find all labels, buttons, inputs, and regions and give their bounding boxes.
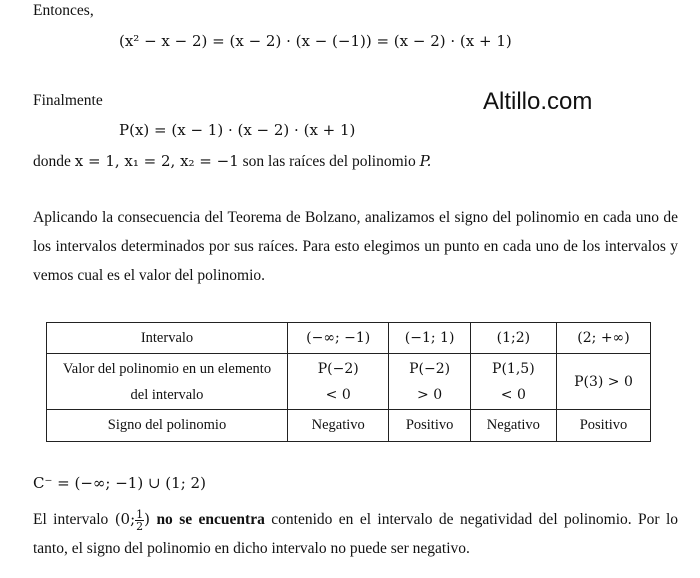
sign-cell: Positivo xyxy=(389,410,470,442)
interval-close: ) xyxy=(144,510,151,528)
table-row xyxy=(47,354,651,410)
equation-factorization: (x² − x − 2) = (x − 2) · (x − (−1)) = (x − 2) · (x + 1) xyxy=(119,32,512,50)
conclusion-paragraph xyxy=(33,505,678,563)
fraction-numerator: 1 xyxy=(136,507,144,521)
value-expr: P(−2) xyxy=(317,360,359,377)
interval-open: (0; xyxy=(114,510,136,528)
intro-text: Entonces, xyxy=(33,2,94,19)
conclusion-rest: contenido en el intervalo de negatividad del polinomio. Por lo tanto, el signo del polinomio en dicho intervalo no puede ser negativo. xyxy=(33,511,679,557)
value-cell xyxy=(389,354,470,410)
sign-cell: Negativo xyxy=(288,410,389,442)
finalmente-text: Finalmente xyxy=(33,92,103,109)
table-header-cell: (1;2) xyxy=(470,323,556,354)
fraction-denominator: 2 xyxy=(136,519,144,533)
conclusion-bold: no se encuentra xyxy=(156,511,265,528)
table-header-cell: (2; +∞) xyxy=(556,323,650,354)
negativity-set: C⁻ = (−∞; −1) ∪ (1; 2) xyxy=(33,474,206,492)
sign-cell: Negativo xyxy=(470,410,556,442)
value-cmp: < 0 xyxy=(500,386,526,403)
equation-polynomial: P(x) = (x − 1) · (x − 2) · (x + 1) xyxy=(119,121,356,139)
value-cell xyxy=(470,354,556,410)
value-cmp: < 0 xyxy=(325,386,351,403)
value-label-cell xyxy=(47,354,288,410)
sign-table xyxy=(46,322,651,442)
fraction xyxy=(135,509,144,532)
table-header-cell: (−1; 1) xyxy=(389,323,470,354)
table-header-row xyxy=(47,323,651,354)
value-label-line: del intervalo xyxy=(130,386,204,403)
value-label-line: Valor del polinomio en un elemento xyxy=(62,360,272,377)
interval-expression xyxy=(114,507,151,533)
watermark-text: Altillo.com xyxy=(483,88,593,115)
value-expr: P(3) > 0 xyxy=(574,373,633,390)
sign-cell: Positivo xyxy=(556,410,650,442)
table-row xyxy=(47,410,651,442)
sign-label-cell: Signo del polinomio xyxy=(47,410,288,442)
roots-poly: P. xyxy=(419,152,432,170)
roots-suffix: son las raíces del polinomio xyxy=(242,153,416,170)
conclusion-prefix: El intervalo xyxy=(33,511,109,528)
table-header-cell: (−∞; −1) xyxy=(288,323,389,354)
table-header-cell: Intervalo xyxy=(47,323,288,354)
roots-sentence xyxy=(33,152,431,171)
value-expr: P(−2) xyxy=(409,360,451,377)
value-cell xyxy=(288,354,389,410)
roots-math: x = 1, x₁ = 2, x₂ = −1 xyxy=(74,152,239,170)
value-expr: P(1,5) xyxy=(492,360,535,377)
bolzano-paragraph: Aplicando la consecuencia del Teorema de Bolzano, analizamos el signo del polinomio en cada uno de los intervalos determinados por sus raíces. Para esto elegimos un punto en cada uno de los intervalos y vemos cual es el valor del polinomio. xyxy=(33,209,678,284)
value-cmp: > 0 xyxy=(417,386,443,403)
roots-prefix: donde xyxy=(33,153,71,170)
value-cell xyxy=(556,354,650,410)
